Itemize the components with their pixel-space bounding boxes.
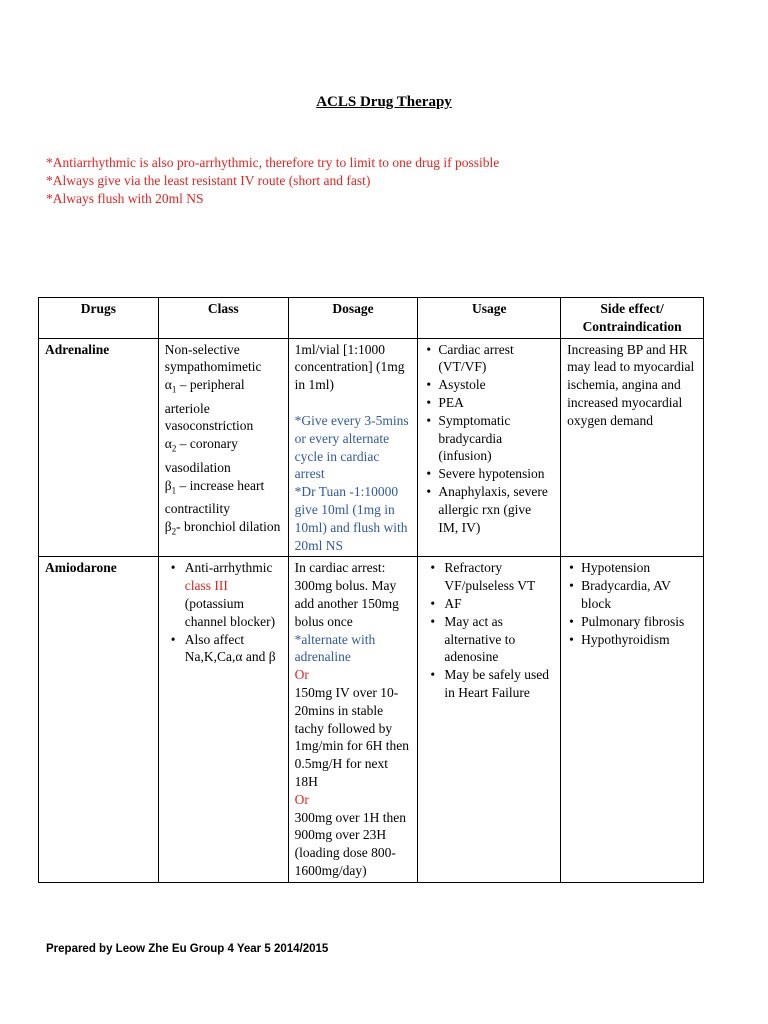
note-line: *Antiarrhythmic is also pro-arrhythmic, therefore try to limit to one drug if possible — [46, 155, 500, 170]
header-class: Class — [158, 298, 288, 339]
list-item: • Pulmonary fibrosis — [581, 613, 697, 631]
class-line: $\beta_2-$ bronchiol dilation — [164, 518, 281, 537]
dosage-text: 300mg over 1H then 900mg over 23H (loading dose 800-1600mg/day) — [294, 809, 407, 878]
notes-block — [46, 154, 499, 208]
class-list — [165, 559, 282, 666]
footer-credit: Prepared by Leow Zhe Eu Group 4 Year 5 2014/2015 — [46, 943, 329, 955]
drug-dosage — [288, 338, 418, 557]
list-item: • PEA — [438, 394, 554, 412]
list-item: • May act as alternative to adenosine — [444, 613, 554, 666]
or-label: Or — [294, 791, 309, 807]
list-item: • Bradycardia, AV block — [581, 577, 697, 613]
dosage-text: 150mg IV over 10-20mins in stable tachy followed by 1mg/min for 6H then 0.5mg/H for next 18H — [294, 684, 410, 789]
list-item: • Cardiac arrest (VT/VF) — [438, 341, 554, 377]
list-item: • Hypothyroidism — [581, 631, 697, 649]
or-label: Or — [294, 667, 309, 683]
class-line: $\alpha_1$ – peripheral arteriole vasoconstriction — [164, 377, 254, 434]
drug-class — [158, 557, 288, 882]
header-usage: Usage — [418, 298, 561, 339]
drug-class — [158, 338, 288, 557]
list-item: • Hypotension — [581, 559, 697, 577]
header-side-effect: Side effect/ Contraindication — [561, 298, 704, 339]
list-item: • AF — [444, 595, 554, 613]
table-row — [39, 557, 704, 882]
list-item: • Refractory VF/pulseless VT — [444, 559, 554, 595]
table-row — [39, 338, 704, 557]
dosage-note: *Dr Tuan -1:10000 give 10ml (1mg in 10ml) and flush with 20ml NS — [294, 484, 408, 553]
document-title — [0, 94, 768, 111]
dosage-text: 1ml/vial [1:1000 concentration] (1mg in 1ml) — [294, 341, 405, 393]
drug-name: Amiodarone — [39, 557, 159, 882]
list-item: • Symptomatic bradycardia (infusion) — [438, 412, 554, 465]
list-item: • Asystole — [438, 376, 554, 394]
list-item: • Anaphylaxis, severe allergic rxn (give IM, IV) — [438, 483, 554, 536]
header-drugs: Drugs — [39, 298, 159, 339]
list-item: • Anti-arrhythmic class III (potassium channel blocker) — [185, 559, 282, 630]
side-effect-list — [567, 559, 697, 648]
title-text: ACLS Drug Therapy — [316, 94, 452, 110]
list-item: • Severe hypotension — [438, 465, 554, 483]
dosage-note: *Give every 3-5mins or every alternate cycle in cardiac arrest — [294, 412, 409, 482]
usage-list — [424, 559, 554, 701]
note-line: *Always flush with 20ml NS — [46, 191, 204, 206]
dosage-text: In cardiac arrest: 300mg bolus. May add another 150mg bolus once — [294, 560, 399, 629]
note-line: *Always give via the least resistant IV route (short and fast) — [46, 173, 371, 188]
class-line: Non-selective sympathomimetic — [164, 341, 262, 375]
list-item: • Also affect Na,K,Ca,α and β — [185, 631, 282, 667]
class-line: $\beta_1$ – increase heart contractility — [164, 477, 265, 517]
usage-list — [424, 341, 554, 537]
header-dosage: Dosage — [288, 298, 418, 339]
drug-table — [38, 297, 704, 883]
drug-usage — [418, 338, 561, 557]
drug-name: Adrenaline — [39, 338, 159, 557]
list-item: • May be safely used in Heart Failure — [444, 666, 554, 702]
drug-side-effect: Increasing BP and HR may lead to myocardial ischemia, angina and increased myocardial oxygen demand — [561, 338, 704, 557]
dosage-note: *alternate with adrenaline — [294, 631, 376, 665]
class-line: $\alpha_2$ – coronary vasodilation — [164, 436, 238, 475]
drug-usage — [418, 557, 561, 882]
table-header-row — [39, 298, 704, 339]
drug-side-effect — [561, 557, 704, 882]
drug-dosage — [288, 557, 418, 882]
